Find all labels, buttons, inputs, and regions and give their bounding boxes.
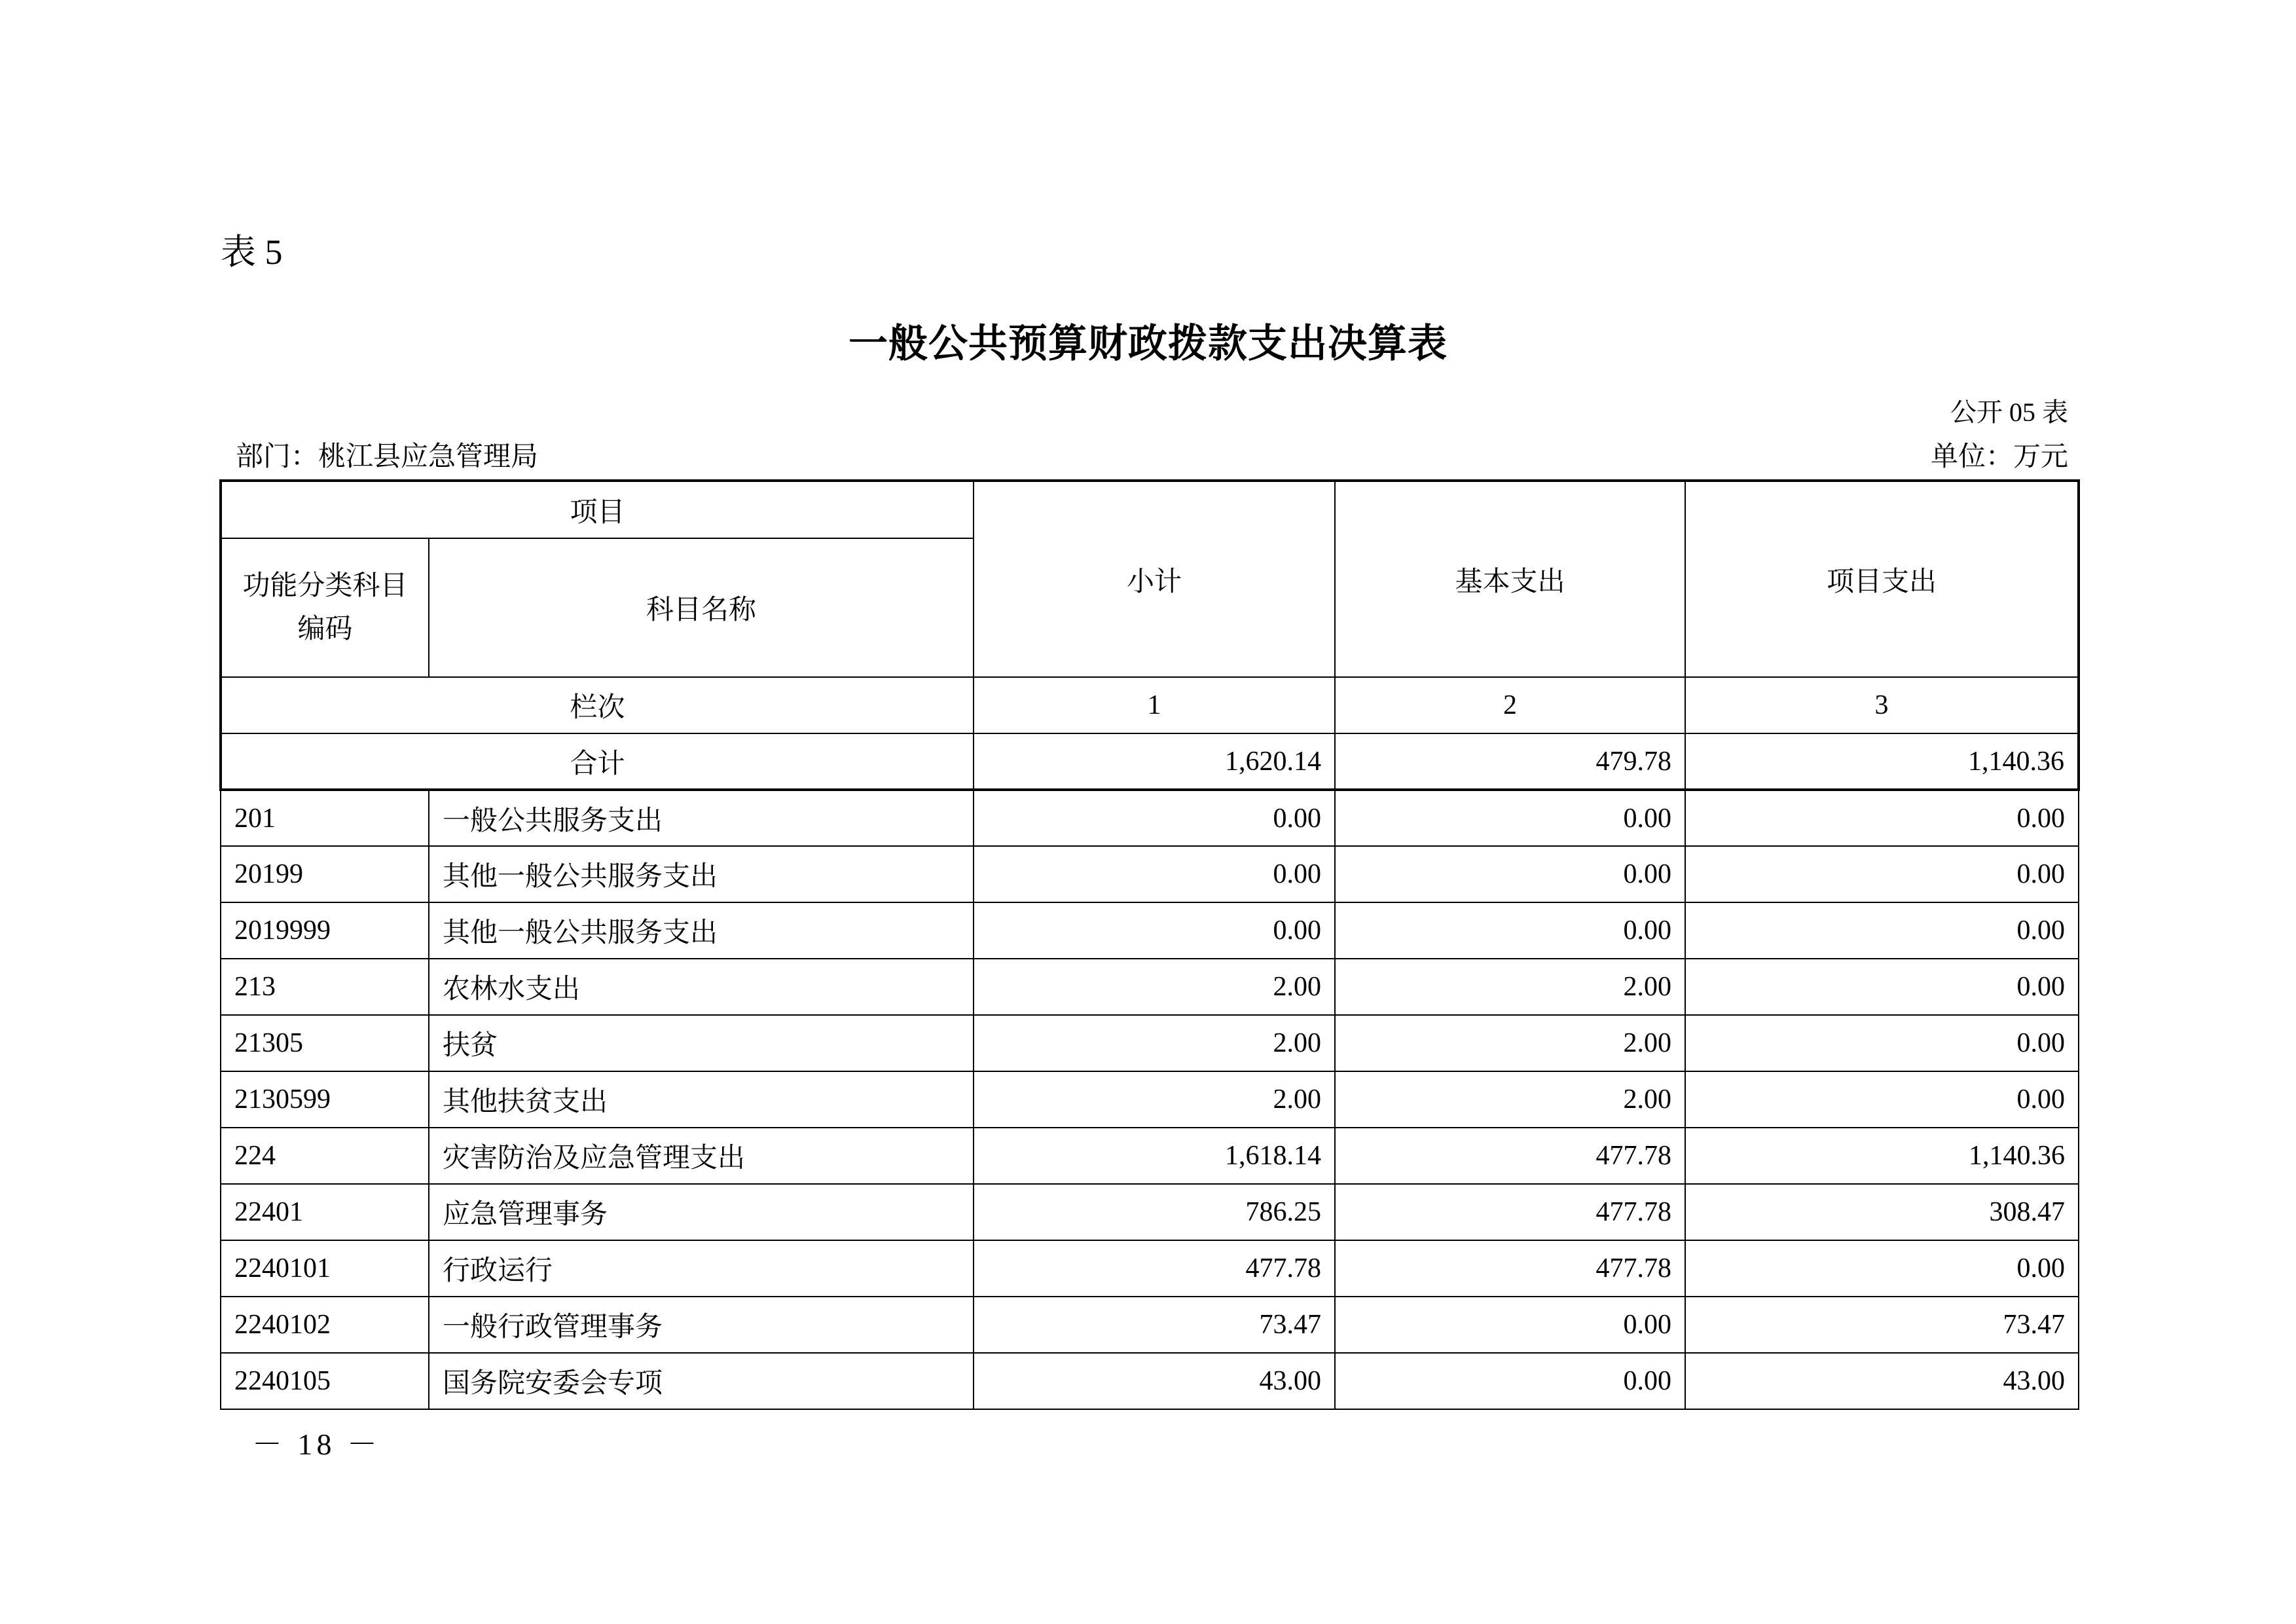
row-name: 一般行政管理事务 bbox=[429, 1297, 974, 1353]
row-basic: 0.00 bbox=[1335, 902, 1685, 959]
row-subtotal: 0.00 bbox=[974, 902, 1335, 959]
row-subtotal: 0.00 bbox=[974, 846, 1335, 902]
total-row bbox=[221, 733, 2079, 790]
row-code: 2130599 bbox=[221, 1071, 429, 1128]
row-subtotal: 2.00 bbox=[974, 959, 1335, 1015]
row-code: 213 bbox=[221, 959, 429, 1015]
page-number: － 18 － bbox=[252, 1428, 381, 1461]
table-label: 表 5 bbox=[221, 232, 283, 272]
row-code: 21305 bbox=[221, 1015, 429, 1071]
header-basic-expenditure: 基本支出 bbox=[1335, 481, 1685, 677]
row-name: 应急管理事务 bbox=[429, 1184, 974, 1240]
row-project: 0.00 bbox=[1685, 959, 2079, 1015]
row-project: 43.00 bbox=[1685, 1353, 2079, 1409]
table-row bbox=[221, 1353, 2079, 1409]
total-project: 1,140.36 bbox=[1685, 733, 2079, 790]
row-basic: 2.00 bbox=[1335, 959, 1685, 1015]
row-name: 其他一般公共服务支出 bbox=[429, 846, 974, 902]
table-row bbox=[221, 959, 2079, 1015]
row-subtotal: 0.00 bbox=[974, 790, 1335, 846]
row-name: 农林水支出 bbox=[429, 959, 974, 1015]
budget-table-body bbox=[221, 481, 2079, 1409]
row-name: 国务院安委会专项 bbox=[429, 1353, 974, 1409]
row-basic: 477.78 bbox=[1335, 1184, 1685, 1240]
form-code: 公开 05 表 bbox=[1950, 397, 2068, 427]
document-title: 一般公共预算财政拨款支出决算表 bbox=[848, 321, 1448, 367]
row-basic: 0.00 bbox=[1335, 1353, 1685, 1409]
row-subtotal: 786.25 bbox=[974, 1184, 1335, 1240]
department-label: 部门：桃江县应急管理局 bbox=[236, 442, 539, 472]
table-row bbox=[221, 1240, 2079, 1297]
table-row bbox=[221, 1128, 2079, 1184]
row-project: 0.00 bbox=[1685, 902, 2079, 959]
row-project: 308.47 bbox=[1685, 1184, 2079, 1240]
header-function-code: 功能分类科目编码 bbox=[221, 538, 429, 677]
row-code: 201 bbox=[221, 790, 429, 846]
header-subject-name: 科目名称 bbox=[429, 538, 974, 677]
header-subtotal: 小计 bbox=[974, 481, 1335, 677]
row-project: 0.00 bbox=[1685, 790, 2079, 846]
header-project: 项目 bbox=[221, 481, 974, 538]
row-subtotal: 477.78 bbox=[974, 1240, 1335, 1297]
row-basic: 0.00 bbox=[1335, 1297, 1685, 1353]
row-project: 0.00 bbox=[1685, 1071, 2079, 1128]
table-row bbox=[221, 790, 2079, 846]
row-name: 其他一般公共服务支出 bbox=[429, 902, 974, 959]
total-basic: 479.78 bbox=[1335, 733, 1685, 790]
row-code: 22401 bbox=[221, 1184, 429, 1240]
table-row bbox=[221, 1071, 2079, 1128]
row-basic: 477.78 bbox=[1335, 1240, 1685, 1297]
row-code: 2019999 bbox=[221, 902, 429, 959]
row-code: 224 bbox=[221, 1128, 429, 1184]
row-subtotal: 2.00 bbox=[974, 1015, 1335, 1071]
total-subtotal: 1,620.14 bbox=[974, 733, 1335, 790]
unit-label: 单位：万元 bbox=[1930, 442, 2068, 472]
table-row bbox=[221, 1184, 2079, 1240]
row-name: 灾害防治及应急管理支出 bbox=[429, 1128, 974, 1184]
row-name: 一般公共服务支出 bbox=[429, 790, 974, 846]
table-row bbox=[221, 846, 2079, 902]
row-name: 扶贫 bbox=[429, 1015, 974, 1071]
header-project-expenditure: 项目支出 bbox=[1685, 481, 2079, 677]
row-subtotal: 73.47 bbox=[974, 1297, 1335, 1353]
row-project: 73.47 bbox=[1685, 1297, 2079, 1353]
row-project: 0.00 bbox=[1685, 1240, 2079, 1297]
table-row bbox=[221, 902, 2079, 959]
row-project: 0.00 bbox=[1685, 846, 2079, 902]
total-label: 合计 bbox=[221, 733, 974, 790]
header-row-1 bbox=[221, 481, 2079, 538]
row-basic: 0.00 bbox=[1335, 790, 1685, 846]
row-project: 1,140.36 bbox=[1685, 1128, 2079, 1184]
row-code: 2240101 bbox=[221, 1240, 429, 1297]
budget-table bbox=[219, 479, 2080, 1410]
row-code: 2240105 bbox=[221, 1353, 429, 1409]
row-basic: 477.78 bbox=[1335, 1128, 1685, 1184]
row-code: 2240102 bbox=[221, 1297, 429, 1353]
table-row bbox=[221, 1015, 2079, 1071]
row-code: 20199 bbox=[221, 846, 429, 902]
column-index-2: 2 bbox=[1335, 677, 1685, 733]
table-row bbox=[221, 1297, 2079, 1353]
row-subtotal: 2.00 bbox=[974, 1071, 1335, 1128]
row-name: 行政运行 bbox=[429, 1240, 974, 1297]
column-index-label: 栏次 bbox=[221, 677, 974, 733]
row-basic: 0.00 bbox=[1335, 846, 1685, 902]
row-project: 0.00 bbox=[1685, 1015, 2079, 1071]
column-index-row bbox=[221, 677, 2079, 733]
row-basic: 2.00 bbox=[1335, 1015, 1685, 1071]
row-subtotal: 43.00 bbox=[974, 1353, 1335, 1409]
column-index-1: 1 bbox=[974, 677, 1335, 733]
row-name: 其他扶贫支出 bbox=[429, 1071, 974, 1128]
column-index-3: 3 bbox=[1685, 677, 2079, 733]
row-basic: 2.00 bbox=[1335, 1071, 1685, 1128]
row-subtotal: 1,618.14 bbox=[974, 1128, 1335, 1184]
